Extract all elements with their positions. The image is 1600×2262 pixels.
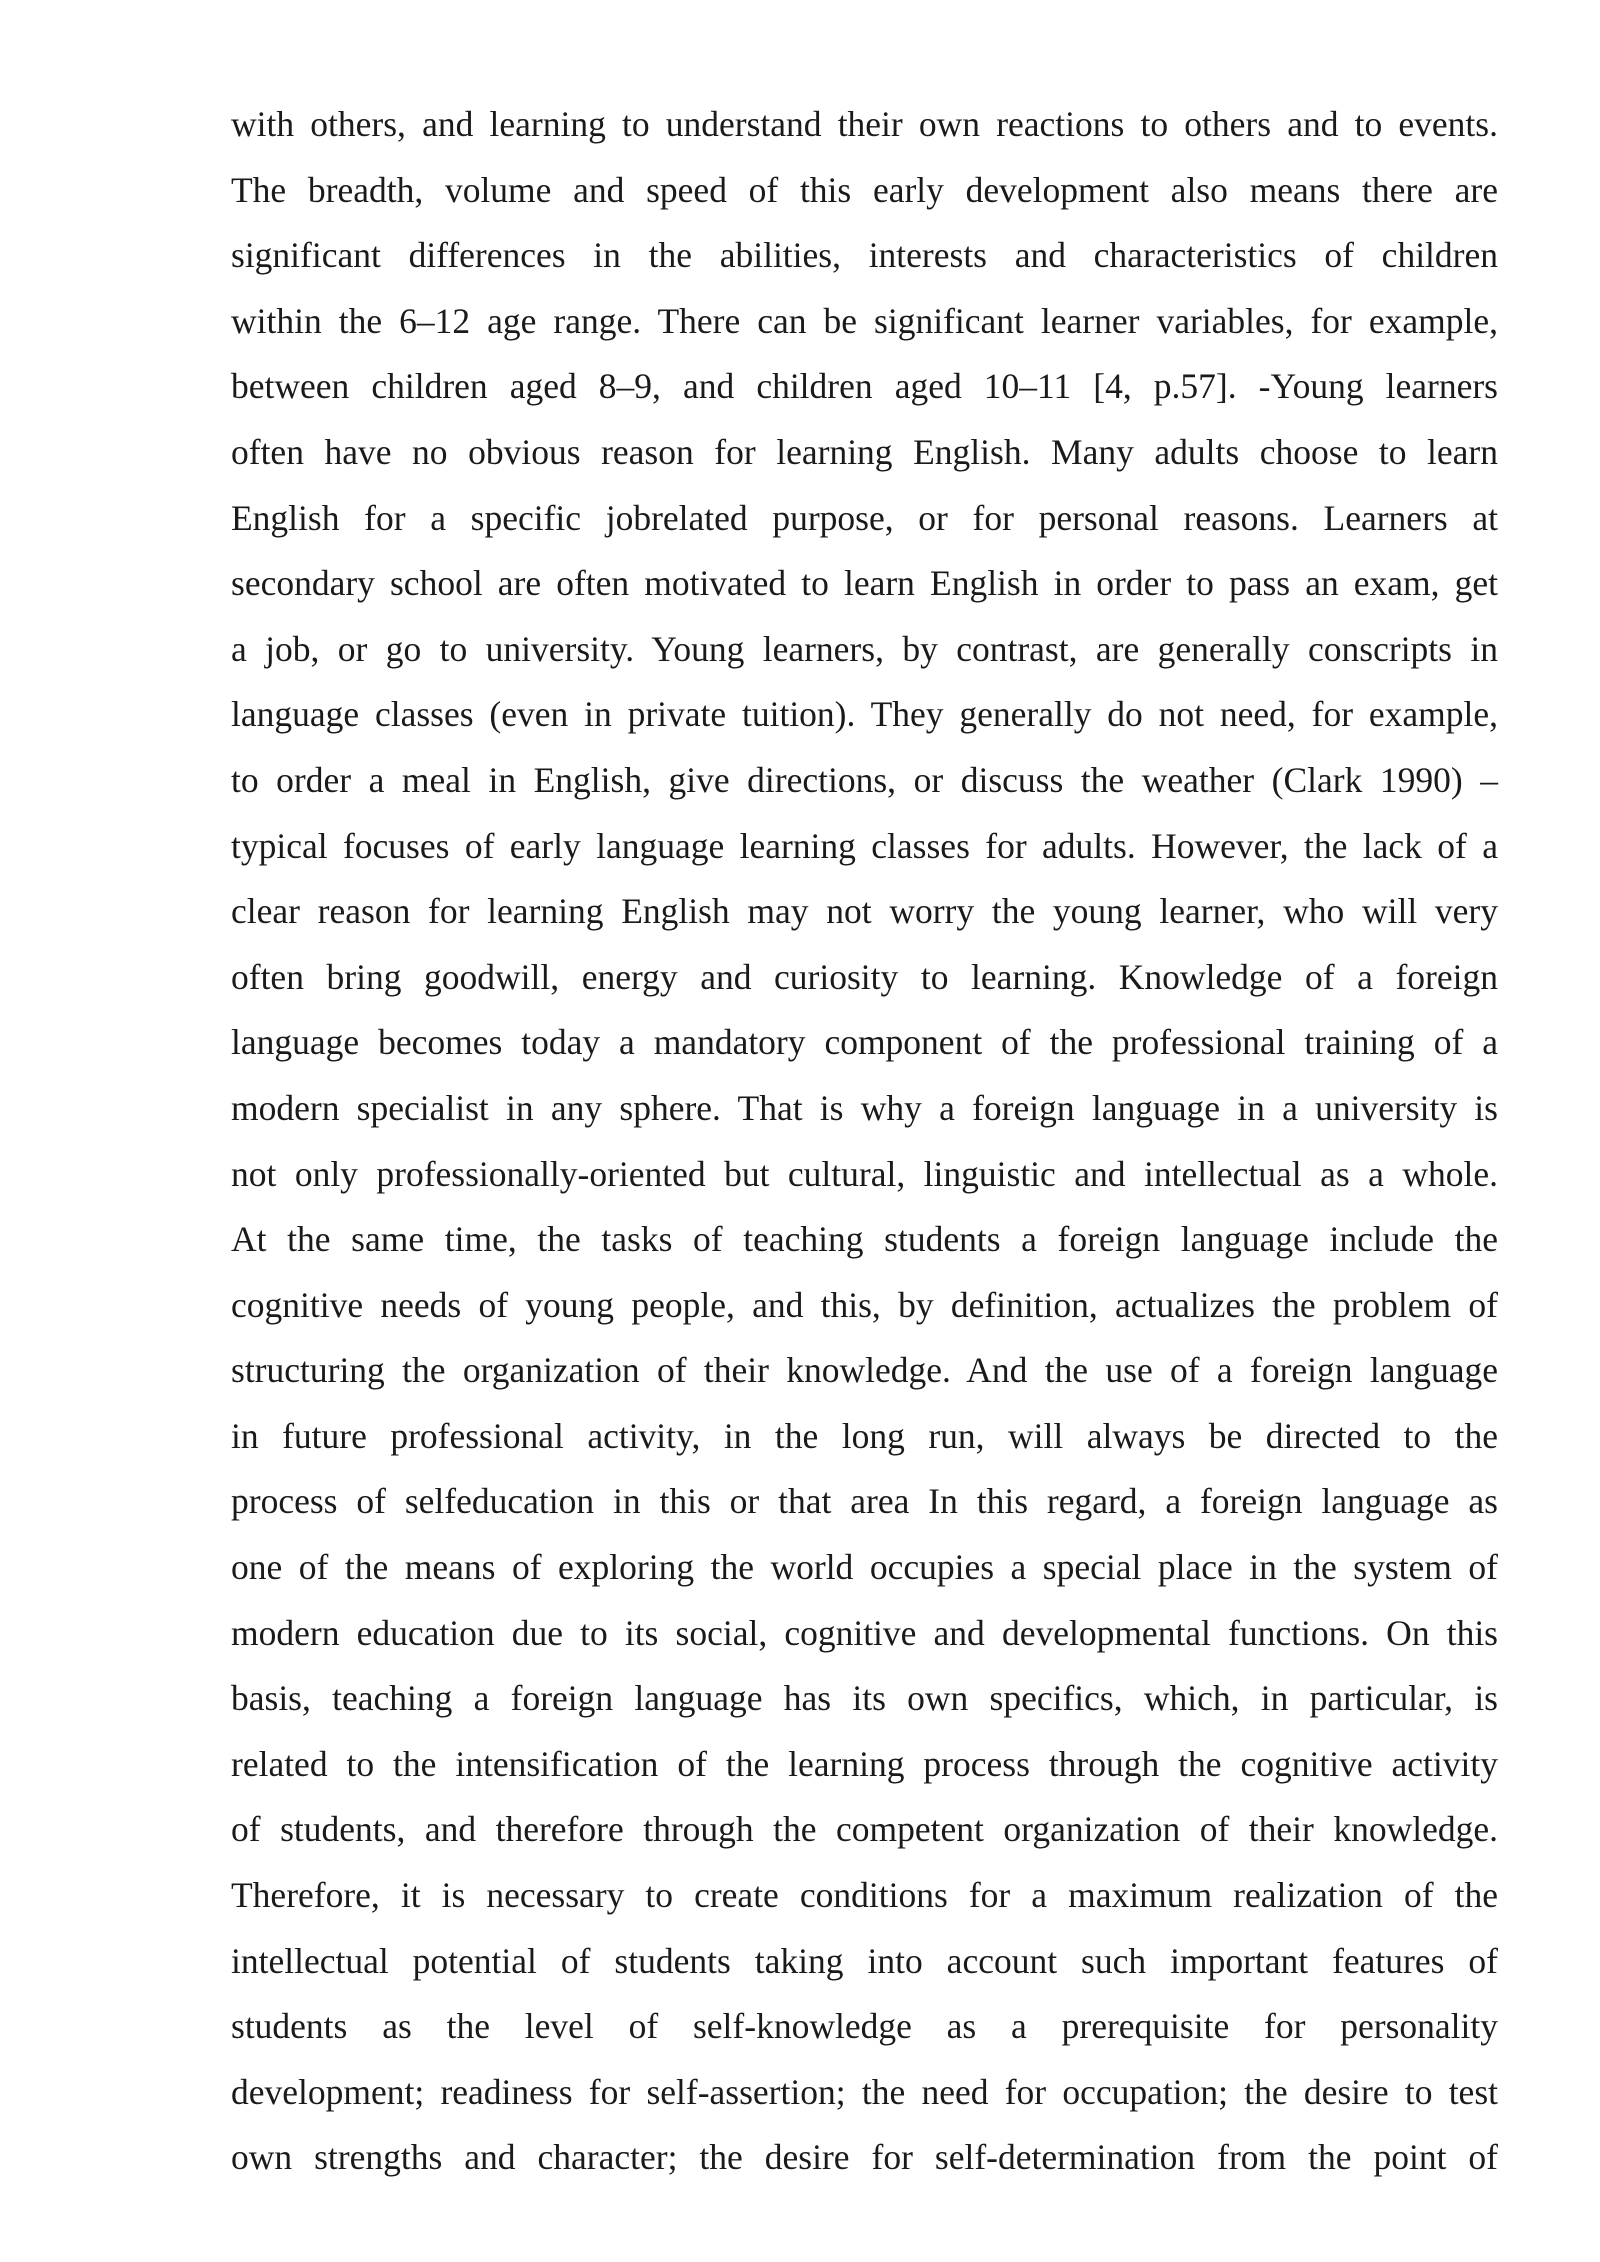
text-line: a job, or go to university. Young learners, by contrast, are generally conscripts in	[231, 628, 1498, 669]
text-line: At the same time, the tasks of teaching students a foreign language include the	[231, 1219, 1498, 1260]
text-line: modern specialist in any sphere. That is why a foreign language in a university is	[231, 1087, 1498, 1128]
text-line: development; readiness for self-assertion; the need for occupation; the desire to test	[231, 2071, 1498, 2112]
text-line: of students, and therefore through the competent organization of their knowledge.	[231, 1809, 1498, 1850]
text-line: basis, teaching a foreign language has its own specifics, which, in particular, is	[231, 1678, 1498, 1719]
text-line: structuring the organization of their knowledge. And the use of a foreign language	[231, 1350, 1498, 1391]
text-line: Therefore, it is necessary to create conditions for a maximum realization of the	[231, 1875, 1498, 1916]
text-line: language classes (even in private tuition). They generally do not need, for example,	[231, 694, 1498, 735]
text-line: in future professional activity, in the long run, will always be directed to the	[231, 1415, 1498, 1456]
text-line: with others, and learning to understand their own reactions to others and to events.	[231, 104, 1498, 144]
text-line: English for a specific jobrelated purpose, or for personal reasons. Learners at	[231, 497, 1498, 538]
text-line: own strengths and character; the desire for self-determination from the point of	[231, 2137, 1498, 2178]
text-line: secondary school are often motivated to learn English in order to pass an exam, get	[231, 563, 1498, 604]
text-line: not only professionally-oriented but cultural, linguistic and intellectual as a whole.	[231, 1153, 1498, 1194]
body-text	[231, 92, 1498, 2191]
text-line: modern education due to its social, cognitive and developmental functions. On this	[231, 1612, 1498, 1653]
text-line: one of the means of exploring the world occupies a special place in the system of	[231, 1547, 1498, 1588]
text-line: clear reason for learning English may not worry the young learner, who will very	[231, 891, 1498, 932]
text-line: often bring goodwill, energy and curiosity to learning. Knowledge of a foreign	[231, 956, 1498, 997]
text-line: significant differences in the abilities, interests and characteristics of children	[231, 235, 1498, 276]
text-line: students as the level of self-knowledge as a prerequisite for personality	[231, 2006, 1498, 2047]
text-line: related to the intensification of the learning process through the cognitive activity	[231, 1743, 1498, 1784]
text-line: intellectual potential of students taking into account such important features of	[231, 1940, 1498, 1981]
text-line: often have no obvious reason for learning English. Many adults choose to learn	[231, 431, 1498, 472]
text-line: to order a meal in English, give directions, or discuss the weather (Clark 1990) –	[231, 759, 1498, 800]
text-line: cognitive needs of young people, and this, by definition, actualizes the problem of	[231, 1284, 1498, 1325]
text-line: The breadth, volume and speed of this early development also means there are	[231, 169, 1498, 210]
text-line: language becomes today a mandatory component of the professional training of a	[231, 1022, 1498, 1063]
text-line: process of selfeducation in this or that area In this regard, a foreign language as	[231, 1481, 1498, 1522]
text-line: between children aged 8–9, and children aged 10–11 [4, p.57]. -Young learners	[231, 366, 1498, 407]
text-line: within the 6–12 age range. There can be significant learner variables, for example,	[231, 300, 1498, 341]
text-line: typical focuses of early language learning classes for adults. However, the lack of a	[231, 825, 1498, 866]
